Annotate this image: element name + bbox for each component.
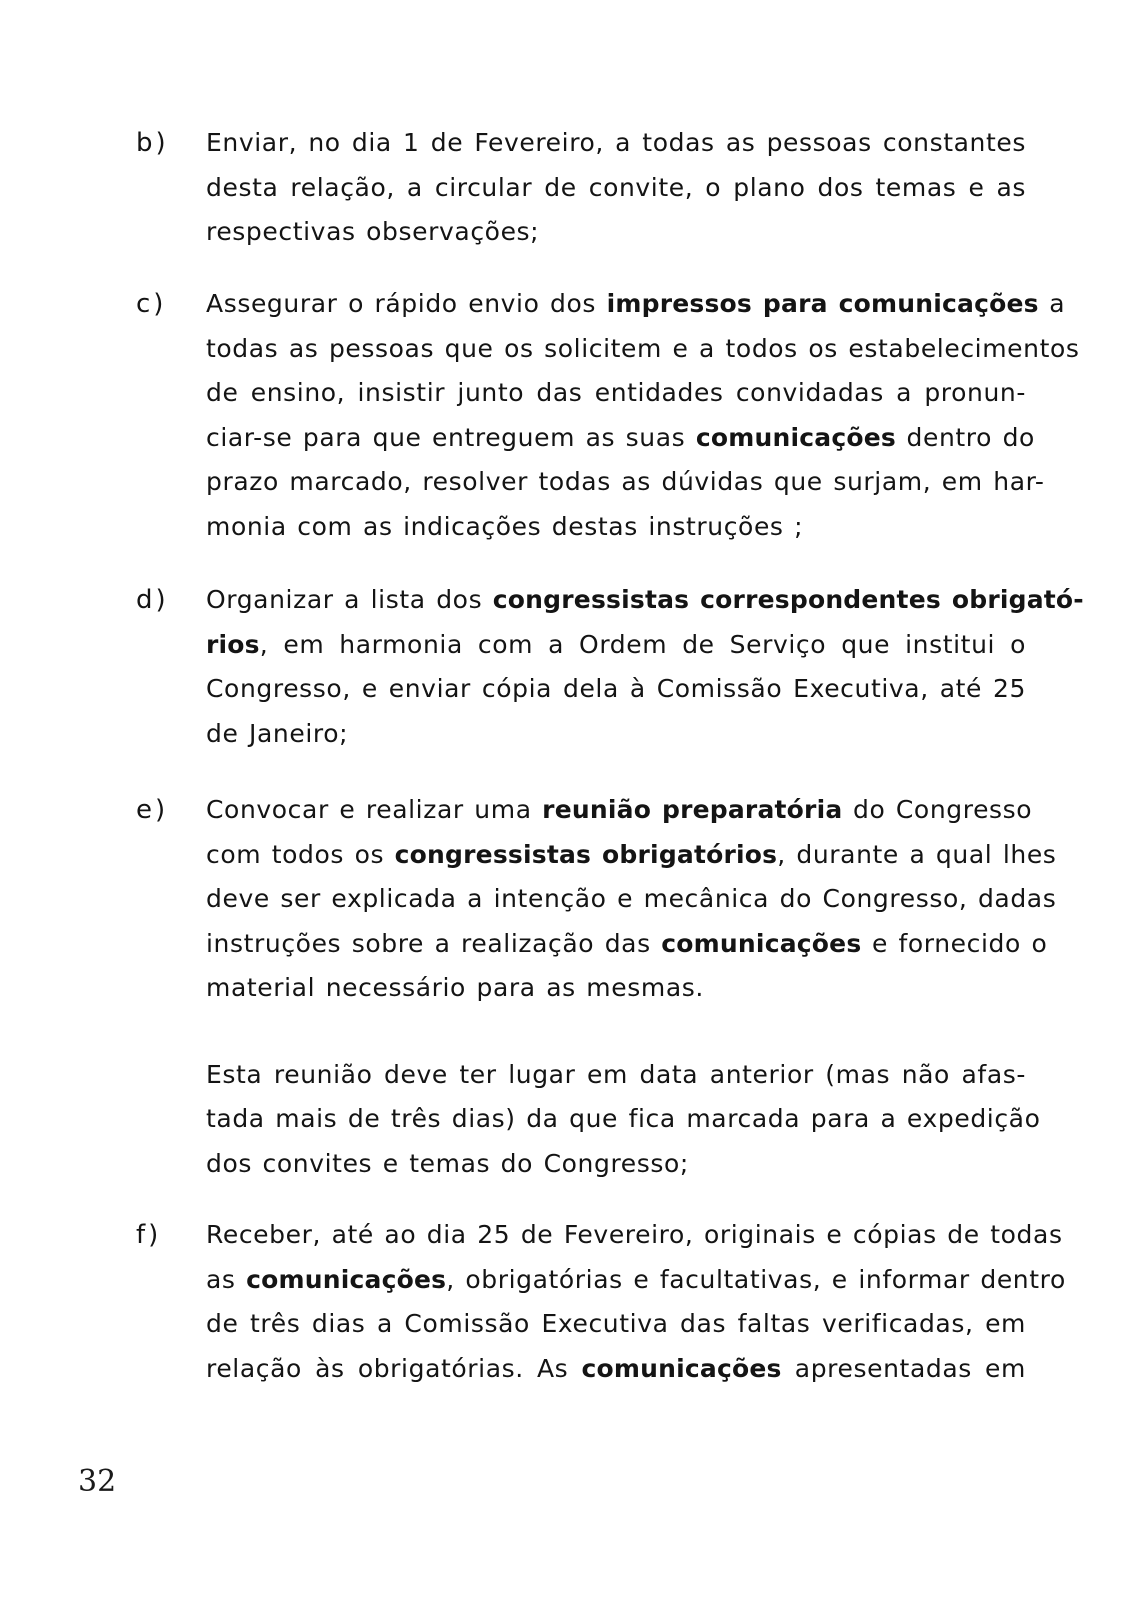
item-letter: e) [136, 795, 169, 825]
text-line: de três dias a Comissão Executiva das faltas verificadas, em [206, 1309, 1026, 1338]
text-line: ciar-se para que entreguem as suas comunicações dentro do [206, 422, 1035, 452]
text-line: Organizar a lista dos congressistas correspondentes obrigató- [206, 585, 1084, 614]
item-text [206, 282, 1080, 549]
item-letter: c) [136, 289, 167, 319]
item-text [206, 578, 1084, 756]
item-letter: f) [136, 1220, 162, 1250]
bold-term: comunicações [581, 1353, 782, 1383]
text-line: Enviar, no dia 1 de Fevereiro, a todas as pessoas constantes [206, 128, 1026, 157]
text-line: desta relação, a circular de convite, o plano dos temas e as [206, 172, 1026, 202]
item-text [206, 788, 1057, 1186]
text-line: monia com as indicações destas instruções ; [206, 511, 804, 541]
text-line: instruções sobre a realização das comunicações e fornecido o [206, 928, 1048, 958]
text-line: deve ser explicada a intenção e mecânica do Congresso, dadas [206, 884, 1057, 913]
text-line: material necessário para as mesmas. [206, 973, 704, 1002]
item-text [206, 121, 1026, 255]
text-line: de Janeiro; [206, 718, 349, 748]
bold-term: congressistas obrigatórios [394, 839, 778, 869]
text-line: prazo marcado, resolver todas as dúvidas que surjam, em har- [206, 467, 1045, 496]
text-line: tada mais de três dias) da que fica marcada para a expedição [206, 1104, 1041, 1133]
text-line: com todos os congressistas obrigatórios, durante a qual lhes [206, 839, 1057, 869]
bold-term: comunicações [695, 422, 896, 452]
text-line: respectivas observações; [206, 217, 540, 246]
text-line: rios, em harmonia com a Ordem de Serviço que institui o [206, 629, 1026, 659]
text-line: dos convites e temas do Congresso; [206, 1148, 689, 1178]
text-line: de ensino, insistir junto das entidades convidadas a pronun- [206, 378, 1026, 407]
bold-term: comunicações [246, 1264, 447, 1294]
item-letter: d) [136, 585, 169, 615]
bold-term: comunicações [661, 928, 862, 958]
bold-term: reunião preparatória [542, 795, 843, 824]
text-line: Congresso, e enviar cópia dela à Comissão Executiva, até 25 [206, 674, 1026, 703]
item-letter: b) [136, 128, 169, 158]
text-line: Assegurar o rápido envio dos impressos para comunicações a [206, 289, 1066, 318]
bold-term: rios [206, 629, 260, 659]
bold-term: impressos para comunicações [606, 289, 1039, 318]
item-text [206, 1213, 1066, 1391]
bold-term: congressistas correspondentes obrigató- [492, 585, 1084, 614]
text-line: Receber, até ao dia 25 de Fevereiro, originais e cópias de todas [206, 1220, 1063, 1249]
text-line: Convocar e realizar uma reunião preparatória do Congresso [206, 795, 1033, 824]
text-line: relação às obrigatórias. As comunicações apresentadas em [206, 1353, 1026, 1383]
text-line: as comunicações, obrigatórias e facultativas, e informar dentro [206, 1264, 1066, 1294]
text-line: Esta reunião deve ter lugar em data anterior (mas não afas- [206, 1059, 1026, 1089]
page-number: 32 [78, 1464, 117, 1499]
text-line: todas as pessoas que os solicitem e a todos os estabelecimentos [206, 333, 1080, 363]
